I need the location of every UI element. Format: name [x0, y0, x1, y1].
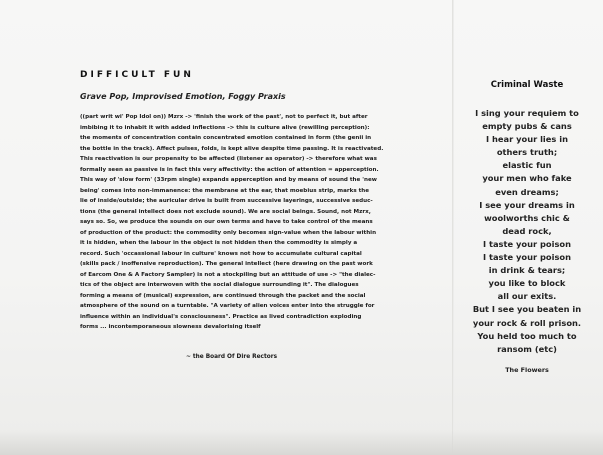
poem-line: empty pubs & cans	[482, 121, 572, 132]
poem-line: you like to block	[488, 278, 566, 289]
poem-line: others truth;	[496, 147, 558, 158]
essay-line: influence within an individual's consciousness". Practice as lived contradiction exploding	[80, 313, 362, 320]
poem-title: Criminal Waste	[490, 80, 564, 90]
essay-line: tions (the general intellect does not exclude sound). We are social beings. Sound, not Mzrx,	[80, 208, 371, 215]
essay-line: ((part writ wi' Pop Idol on)) Mzrx -> 'finish the work of the past', not to perfect it, but after	[80, 114, 368, 120]
poem-line: I taste your poison	[483, 238, 571, 249]
essay-line: of production of the product: the commodity only becomes sign-value when the labour within	[80, 229, 377, 236]
poem-line: You held too much to	[477, 330, 577, 341]
essay-header	[80, 70, 442, 101]
essay-signature: ~ the Board Of Dire Rectors	[186, 354, 278, 360]
essay-line: tics of the object are interwoven with the social dialogue surrounding it". The dialogues	[80, 282, 359, 288]
poem-credit: The Flowers	[505, 366, 549, 374]
essay-line: record. Such 'occassional labour in culture' knows not how to accumulate cultural capital	[80, 250, 362, 257]
poem-line: But I see you beaten in	[472, 304, 582, 315]
poem-line: I hear your lies in	[486, 134, 568, 145]
poem-line: your men who fake	[482, 173, 572, 184]
poem-line: even dreams;	[495, 186, 559, 197]
poem-line: all our exits.	[497, 291, 557, 302]
essay-line: being' comes into non-immanence: the membrane at the ear, that moebius strip, marks the	[80, 187, 370, 194]
essay-line: it is hidden, when the labour in the object is not hidden then the commodity is simply a	[80, 240, 358, 246]
page-shadow	[0, 430, 603, 455]
essay-line: of Earcom One & A Factory Sampler) is not a stockpiling but an attitude of use -> "the dialec-	[80, 271, 376, 278]
essay-line: the moments of concentration contain concentrated emotion contained in form (the genii in	[80, 135, 372, 141]
poem-panel	[456, 80, 598, 356]
poem-line: ransom (etc)	[497, 343, 557, 354]
essay-line: the bottle in the track). Affect pulses, folds, is kept alive despite time passing. It is reactivated.	[80, 145, 384, 152]
essay-line: imbibing it to inhabit it with added inflections -> this is culture alive (rewilling perception):	[80, 124, 370, 131]
poem-line: elastic fun	[502, 160, 552, 171]
essay-line: lie of inside/outside; the auricular drive is built from successive layerings, successive seduc-	[80, 198, 373, 204]
essay-line: says so. So, we produce the sounds on our own terms and have to take control of the means	[80, 219, 373, 225]
essay-body	[80, 112, 436, 333]
essay-line: (skills pack / inoffensive reproduction). The general intellect (here drawing on the past work	[80, 261, 373, 267]
essay-line: forming a means of (musical) expression, are continued through the packet and the social	[80, 292, 366, 299]
poem-line: woolworths chic &	[484, 212, 570, 223]
essay-line: This reactivation is our propensity to be affected (listener as operator) -> therefore what was	[80, 156, 377, 162]
poem-line: I taste your poison	[483, 252, 571, 263]
essay-line: atmosphere of the sound on a turntable. "A variety of alien voices enter into the struggle for	[80, 303, 375, 309]
essay-subtitle: Grave Pop, Improvised Emotion, Foggy Praxis	[80, 92, 286, 101]
essay-title: DIFFICULT FUN	[80, 70, 194, 80]
essay-line: formally seen as passive is in fact this very affectivity: the action of attention = apperception.	[80, 166, 379, 173]
poem-line: your rock & roll prison.	[472, 317, 582, 328]
poem-line: I sing your requiem to	[475, 108, 579, 118]
poem-body	[456, 107, 598, 356]
poem-line: in drink & tears;	[488, 265, 566, 276]
page-fold	[452, 0, 454, 455]
essay-line: forms ... incontemporaneous slowness devalorising itself	[80, 324, 261, 330]
poem-line: dead rock,	[502, 225, 552, 236]
poem-line: I see your dreams in	[479, 199, 575, 210]
essay-line: This way of 'slow form' (33rpm single) expands apperception and by means of sound the 'new	[80, 177, 377, 183]
